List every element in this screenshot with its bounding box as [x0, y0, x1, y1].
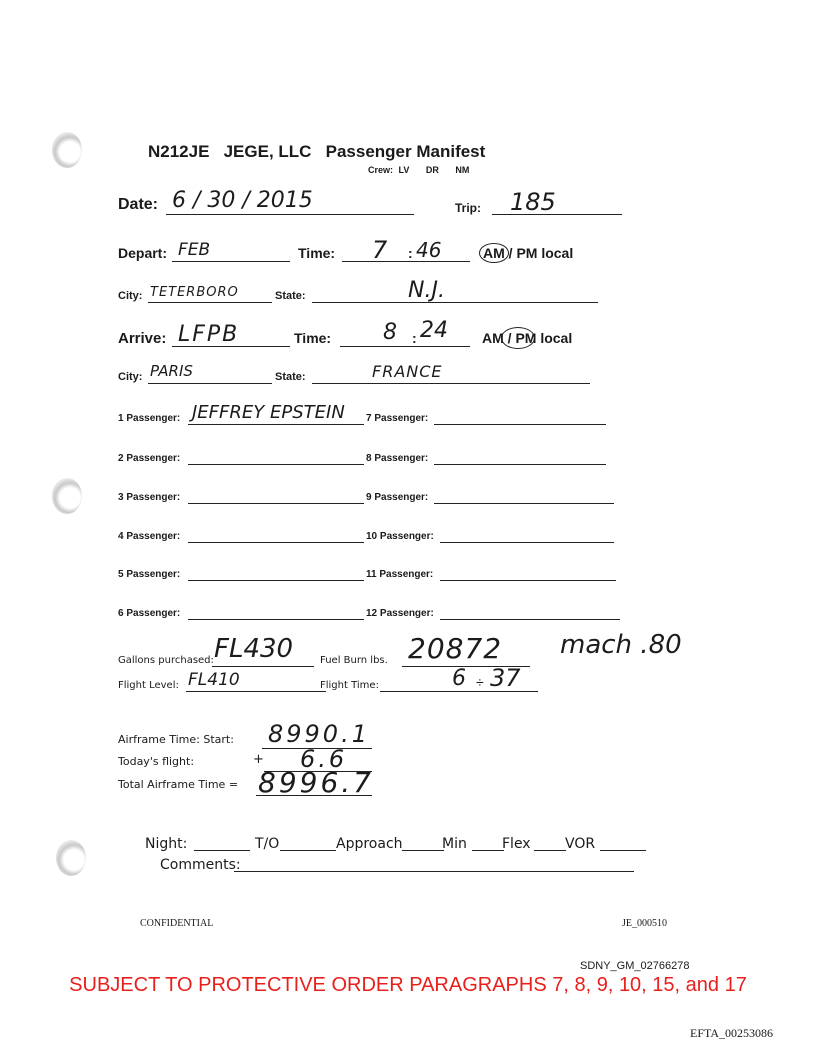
- depart-time-minute: 46: [416, 238, 442, 262]
- gallons-label: Gallons purchased:: [118, 655, 214, 666]
- flight-time-label: Flight Time:: [320, 680, 379, 691]
- vor-label: VOR: [565, 836, 596, 852]
- comments-label: Comments:: [160, 857, 241, 873]
- passenger-1-value: JEFFREY EPSTEIN: [192, 402, 345, 423]
- total-airframe-value: 8996.7: [258, 766, 374, 799]
- punch-hole-icon: [52, 478, 82, 514]
- plus-sign: +: [253, 752, 264, 767]
- time-separator: ÷: [476, 674, 484, 690]
- passenger-10-label: 10 Passenger:: [366, 531, 434, 542]
- passenger-12-label: 12 Passenger:: [366, 608, 434, 619]
- depart-ampm: AM / PM local: [483, 245, 574, 261]
- passenger-8-label: 8 Passenger:: [366, 453, 429, 464]
- passenger-1-label: 1 Passenger:: [118, 413, 181, 424]
- flight-level-value: FL410: [188, 670, 240, 690]
- today-flight-value: 6.6: [300, 745, 348, 773]
- time-colon: :: [412, 330, 417, 346]
- arrive-state-label: State:: [275, 371, 306, 383]
- passenger-9-label: 9 Passenger:: [366, 492, 429, 503]
- arrive-time-label: Time:: [294, 330, 332, 346]
- depart-time-hour: 7: [372, 236, 388, 264]
- trip-value: 185: [510, 188, 556, 216]
- fuel-burn-value: 20872: [408, 632, 503, 665]
- flight-time-hours: 6: [452, 666, 466, 691]
- arrive-value: LFPB: [178, 322, 240, 347]
- depart-city-value: TETERBORO: [150, 285, 239, 300]
- confidential-stamp: CONFIDENTIAL: [140, 918, 214, 929]
- depart-state-value: N.J.: [408, 278, 445, 303]
- depart-city-label: City:: [118, 290, 143, 302]
- arrive-city-value: PARIS: [150, 362, 193, 380]
- arrive-city-label: City:: [118, 371, 143, 383]
- punch-hole-icon: [56, 840, 86, 876]
- gallons-value: FL430: [214, 634, 294, 664]
- bates-number-sdny: SDNY_GM_02766278: [580, 960, 690, 972]
- airframe-start-label: Airframe Time: Start:: [118, 733, 234, 746]
- crew-label: Crew:: [368, 165, 394, 175]
- total-airframe-label: Total Airframe Time =: [118, 778, 239, 791]
- airframe-start-value: 8990.1: [268, 720, 370, 748]
- today-flight-label: Today's flight:: [118, 755, 195, 768]
- bates-number-je: JE_000510: [622, 918, 667, 929]
- time-colon: :: [408, 245, 413, 261]
- passenger-2-label: 2 Passenger:: [118, 453, 181, 464]
- manifest-title: N212JE JEGE, LLC Passenger Manifest: [148, 142, 486, 161]
- depart-time-label: Time:: [298, 245, 336, 261]
- passenger-4-label: 4 Passenger:: [118, 531, 181, 542]
- to-label: T/O: [255, 836, 280, 852]
- depart-label: Depart:: [118, 245, 168, 261]
- arrive-time-minute: 24: [420, 318, 448, 343]
- trip-label: Trip:: [455, 201, 481, 215]
- arrive-label: Arrive:: [118, 330, 167, 347]
- crew-member: LV: [398, 165, 410, 175]
- crew-row: [368, 165, 469, 175]
- flight-level-label: Flight Level:: [118, 680, 179, 691]
- passenger-5-label: 5 Passenger:: [118, 569, 181, 580]
- punch-hole-icon: [52, 132, 82, 168]
- arrive-state-value: FRANCE: [372, 362, 443, 381]
- passenger-11-label: 11 Passenger:: [366, 569, 434, 580]
- approach-label: Approach: [336, 836, 403, 852]
- flex-label: Flex: [502, 836, 531, 852]
- night-label: Night:: [145, 836, 188, 852]
- crew-member: NM: [455, 165, 470, 175]
- depart-state-label: State:: [275, 290, 306, 302]
- flight-time-minutes: 37: [490, 664, 521, 692]
- protective-order-notice: SUBJECT TO PROTECTIVE ORDER PARAGRAPHS 7, 8, 9, 10, 15, and 17: [69, 974, 747, 996]
- min-label: Min: [442, 836, 467, 852]
- fuel-burn-label: Fuel Burn lbs.: [320, 655, 388, 666]
- date-label: Date:: [118, 196, 159, 213]
- passenger-3-label: 3 Passenger:: [118, 492, 181, 503]
- arrive-time-hour: 8: [383, 320, 397, 345]
- crew-member: DR: [425, 165, 439, 175]
- arrive-ampm: AM / PM local: [482, 330, 573, 346]
- mach-note: mach .80: [560, 630, 682, 660]
- date-value: 6 / 30 / 2015: [172, 188, 313, 213]
- passenger-7-label: 7 Passenger:: [366, 413, 429, 424]
- efta-number: EFTA_00253086: [690, 1026, 774, 1040]
- depart-value: FEB: [178, 240, 211, 260]
- passenger-6-label: 6 Passenger:: [118, 608, 181, 619]
